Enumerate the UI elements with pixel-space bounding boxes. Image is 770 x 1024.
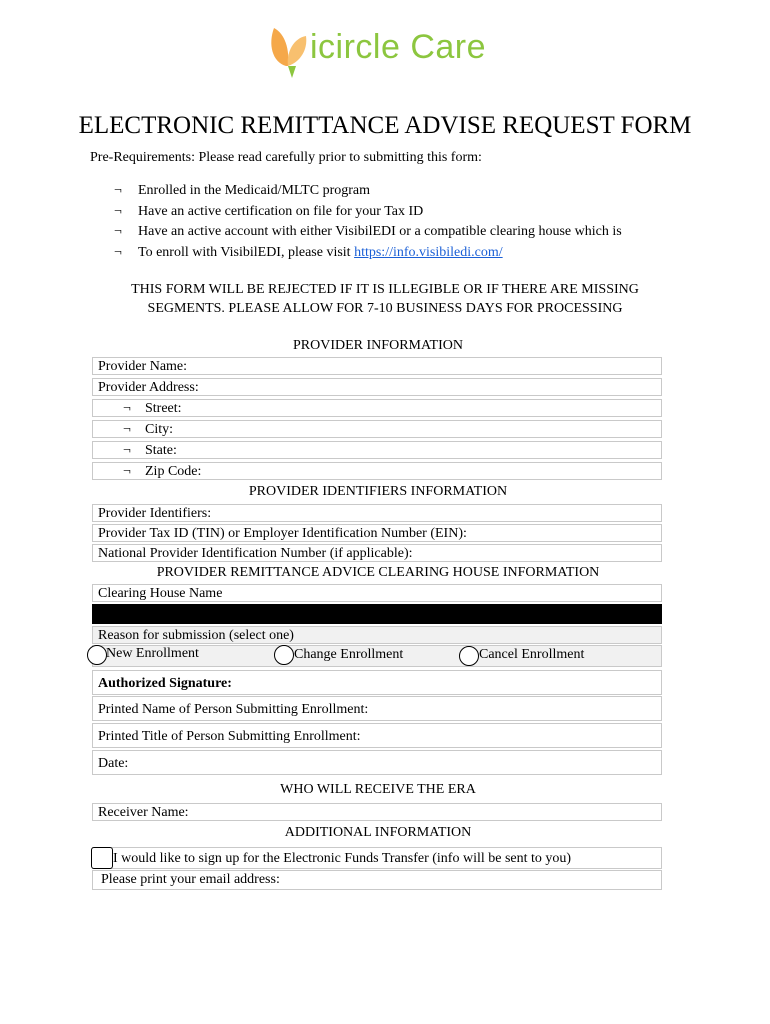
new-enrollment-radio[interactable] <box>87 645 107 665</box>
state-field[interactable]: ¬ State: <box>92 441 662 459</box>
list-item: ¬ Enrolled in the Medicaid/MLTC program <box>114 181 622 202</box>
npi-field[interactable]: National Provider Identification Number (if applicable): <box>92 544 662 562</box>
clearing-house-name-field[interactable] <box>92 604 662 624</box>
butterfly-icon <box>268 22 312 80</box>
era-heading: WHO WILL RECEIVE THE ERA <box>280 782 476 797</box>
bullet-marker: ¬ <box>114 203 122 219</box>
provider-name-field[interactable]: Provider Name: <box>92 357 662 375</box>
provider-identifiers-label: Provider Identifiers: <box>92 504 662 522</box>
list-item: ¬ Have an active certification on file for your Tax ID <box>114 202 622 223</box>
street-field[interactable]: ¬ Street: <box>92 399 662 417</box>
bullet-marker: ¬ <box>114 224 122 239</box>
date-field[interactable]: Date: <box>92 750 662 775</box>
logo-wordmark: icircle Care <box>310 28 487 66</box>
identifiers-heading: PROVIDER IDENTIFIERS INFORMATION <box>248 484 508 499</box>
list-item: ¬ To enroll with VisibilEDI, please visit https://info.visibiledi.com/ <box>114 243 622 264</box>
eft-checkbox[interactable] <box>91 847 113 869</box>
bullet-marker: ¬ <box>114 244 122 260</box>
tin-ein-field[interactable]: Provider Tax ID (TIN) or Employer Identification Number (EIN): <box>92 524 662 542</box>
zip-code-field[interactable]: ¬ Zip Code: <box>92 462 662 480</box>
bullet-marker: ¬ <box>114 183 122 198</box>
city-field[interactable]: ¬ City: <box>92 420 662 438</box>
change-enrollment-radio[interactable] <box>274 645 294 665</box>
email-field[interactable]: Please print your email address: <box>92 870 662 890</box>
company-logo <box>268 22 508 82</box>
printed-name-field[interactable]: Printed Name of Person Submitting Enrollment: <box>92 696 662 721</box>
reason-label: Reason for submission (select one) <box>92 626 662 644</box>
clearing-house-name-label: Clearing House Name <box>92 584 662 602</box>
authorized-signature-field[interactable]: Authorized Signature: <box>92 670 662 695</box>
visibiledi-link[interactable]: https://info.visibiledi.com/ <box>354 244 503 260</box>
additional-info-heading: ADDITIONAL INFORMATION <box>284 825 472 840</box>
provider-address-field[interactable]: Provider Address: <box>92 378 662 396</box>
prerequirements-text: Pre-Requirements: Please read carefully prior to submitting this form: <box>90 150 482 165</box>
eft-row <box>92 847 662 869</box>
list-item: ¬ Have an active account with either VisibilEDI or a compatible clearing house which is <box>114 222 622 243</box>
new-enrollment-label: New Enrollment <box>106 646 199 661</box>
change-enrollment-label: Change Enrollment <box>294 647 404 662</box>
receiver-name-field[interactable]: Receiver Name: <box>92 803 662 821</box>
rejection-warning: THIS FORM WILL BE REJECTED IF IT IS ILLEGIBLE OR IF THERE ARE MISSING SEGMENTS. PLEASE ALLOW FOR 7-10 BUSINESS DAYS FOR PROCESSING <box>131 282 639 316</box>
printed-title-field[interactable]: Printed Title of Person Submitting Enrollment: <box>92 723 662 748</box>
cancel-enrollment-label: Cancel Enrollment <box>479 647 585 662</box>
form-title: ELECTRONIC REMITTANCE ADVISE REQUEST FORM <box>78 112 692 139</box>
prerequirements-list <box>114 181 622 263</box>
clearing-house-heading: PROVIDER REMITTANCE ADVICE CLEARING HOUSE INFORMATION <box>156 565 600 580</box>
eft-label: I would like to sign up for the Electronic Funds Transfer (info will be sent to you) <box>113 851 572 866</box>
provider-info-heading: PROVIDER INFORMATION <box>293 338 463 353</box>
cancel-enrollment-radio[interactable] <box>459 646 479 666</box>
